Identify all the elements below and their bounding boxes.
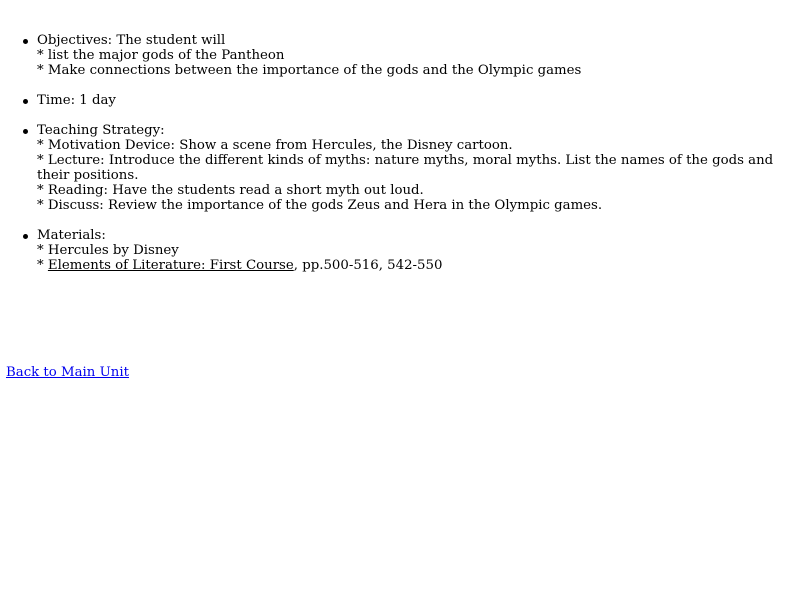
time-section: [37, 93, 787, 108]
material-item: * Hercules by Disney: [37, 243, 179, 258]
back-to-main-unit-link[interactable]: Back to Main Unit: [6, 365, 129, 380]
time-text: Time: 1 day: [37, 93, 116, 108]
material-prefix: *: [37, 258, 48, 273]
teaching-strategy-section: [37, 123, 787, 213]
bullet-icon: [23, 39, 28, 44]
strategy-item: * Motivation Device: Show a scene from Hercules, the Disney cartoon.: [37, 138, 513, 153]
objectives-section: [37, 33, 787, 78]
strategy-item: * Discuss: Review the importance of the gods Zeus and Hera in the Olympic games.: [37, 198, 603, 213]
objectives-heading: Objectives: The student will: [37, 33, 226, 48]
strategy-item: * Lecture: Introduce the different kinds of myths: nature myths, moral myths. List the names of the gods and their positions.: [37, 153, 774, 183]
strategy-item: * Reading: Have the students read a short myth out loud.: [37, 183, 424, 198]
bullet-icon: [23, 99, 28, 104]
objective-item: * list the major gods of the Pantheon: [37, 48, 285, 63]
lesson-plan-list: [0, 33, 787, 288]
objective-item: * Make connections between the importance of the gods and the Olympic games: [37, 63, 582, 78]
materials-section: [37, 228, 787, 273]
materials-heading: Materials:: [37, 228, 106, 243]
teaching-strategy-heading: Teaching Strategy:: [37, 123, 165, 138]
book-title: Elements of Literature: First Course: [47, 258, 294, 273]
material-pages: , pp.500-516, 542-550: [293, 258, 443, 273]
bullet-icon: [23, 129, 28, 134]
bullet-icon: [23, 234, 28, 239]
material-item: [37, 258, 787, 273]
